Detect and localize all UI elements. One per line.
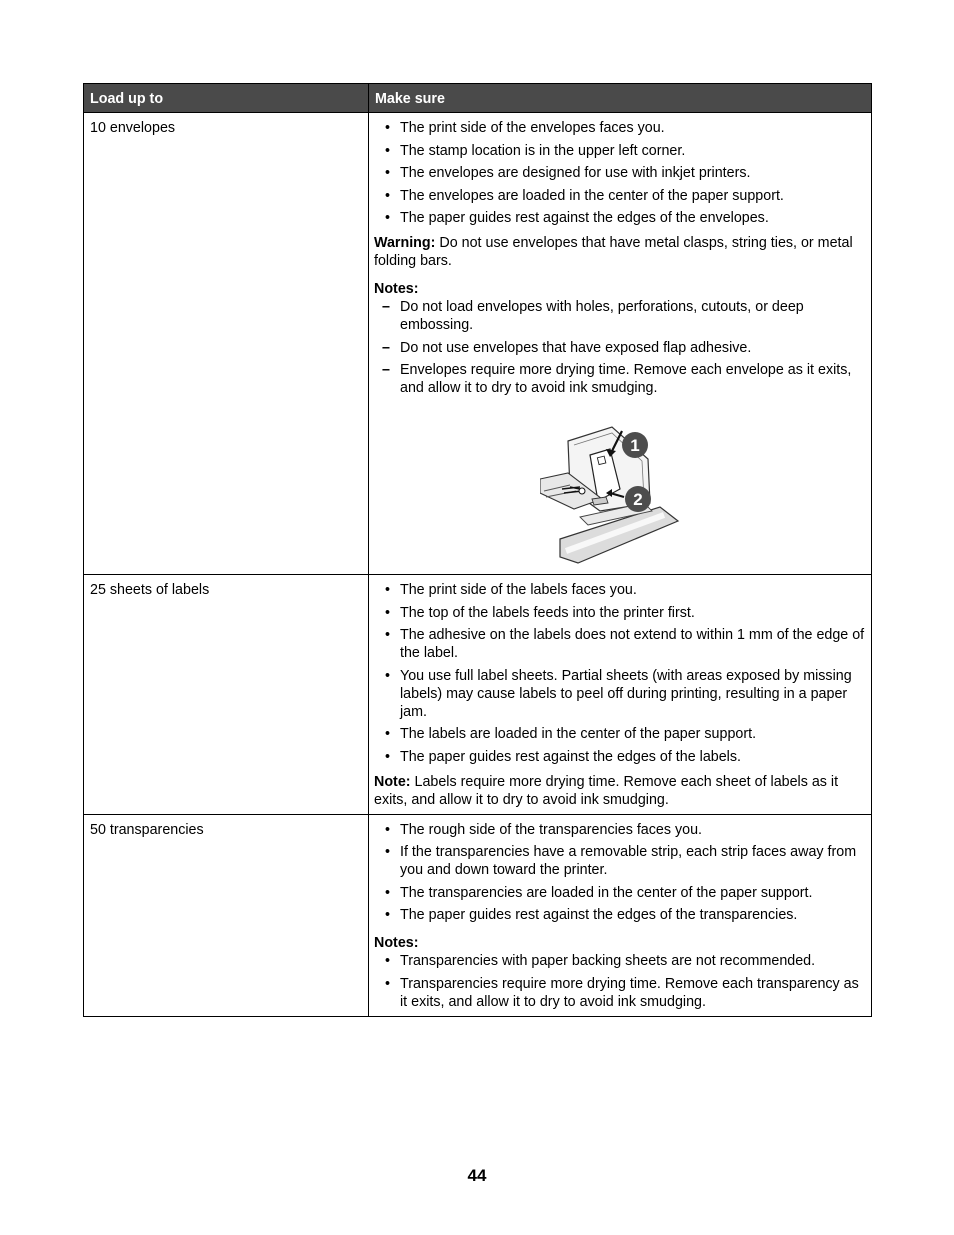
page-number: 44 bbox=[467, 1166, 487, 1185]
note-item: • Transparencies require more drying time. Remove each transparency as it exits, and allow it to dry to avoid ink smudging. bbox=[374, 975, 866, 1011]
warning-paragraph bbox=[374, 234, 866, 270]
list-item: • The rough side of the transparencies faces you. bbox=[374, 821, 866, 839]
notes-heading: Notes: bbox=[374, 281, 419, 297]
load-cell: 25 sheets of labels bbox=[84, 575, 369, 815]
list-item: • The transparencies are loaded in the center of the paper support. bbox=[374, 884, 866, 902]
load-cell: 10 envelopes bbox=[84, 113, 369, 575]
load-cell: 50 transparencies bbox=[84, 814, 369, 1016]
notes-heading: Notes: bbox=[374, 935, 419, 951]
callout-1-label: 1 bbox=[630, 436, 640, 455]
list-item: • You use full label sheets. Partial sheets (with areas exposed by missing labels) may cause labels to peel off during printing, resulting in a paper jam. bbox=[374, 667, 866, 721]
note-paragraph bbox=[374, 773, 866, 809]
make-sure-cell bbox=[369, 575, 872, 815]
note-item: – Do not use envelopes that have exposed flap adhesive. bbox=[374, 339, 866, 357]
table-header-row bbox=[84, 84, 872, 113]
note-label: Note: bbox=[374, 773, 411, 790]
list-item: • The print side of the labels faces you. bbox=[374, 581, 866, 599]
list-item: • The adhesive on the labels does not extend to within 1 mm of the edge of the label. bbox=[374, 626, 866, 662]
note-item: – Do not load envelopes with holes, perforations, cutouts, or deep embossing. bbox=[374, 298, 866, 334]
note-text: Labels require more drying time. Remove each sheet of labels as it exits, and allow it to dry to avoid ink smudging. bbox=[374, 773, 839, 808]
notes-list bbox=[374, 952, 866, 1011]
list-item: • The paper guides rest against the edges of the envelopes. bbox=[374, 209, 866, 227]
notes-list bbox=[374, 298, 866, 397]
note-item: • Transparencies with paper backing sheets are not recommended. bbox=[374, 952, 866, 970]
column-header-load-up-to: Load up to bbox=[84, 84, 369, 113]
checklist bbox=[374, 581, 866, 766]
list-item: • The print side of the envelopes faces you. bbox=[374, 119, 866, 137]
warning-text: Do not use envelopes that have metal clasps, string ties, or metal folding bars. bbox=[374, 235, 853, 269]
note-item: – Envelopes require more drying time. Remove each envelope as it exits, and allow it to dry to avoid ink smudging. bbox=[374, 361, 866, 397]
list-item: • If the transparencies have a removable strip, each strip faces away from you and down toward the printer. bbox=[374, 843, 866, 879]
list-item: • The envelopes are loaded in the center of the paper support. bbox=[374, 187, 866, 205]
table-row-envelopes bbox=[84, 113, 872, 575]
list-item: • The top of the labels feeds into the printer first. bbox=[374, 604, 866, 622]
warning-label: Warning: bbox=[374, 235, 436, 251]
table-row-labels bbox=[84, 575, 872, 815]
media-loading-table bbox=[83, 83, 872, 1017]
list-item: • The stamp location is in the upper left corner. bbox=[374, 142, 866, 160]
list-item: • The envelopes are designed for use with inkjet printers. bbox=[374, 164, 866, 182]
envelope-loading-illustration bbox=[374, 411, 866, 569]
callout-1 bbox=[622, 432, 648, 458]
callout-2-label: 2 bbox=[633, 490, 643, 509]
list-item: • The paper guides rest against the edges of the transparencies. bbox=[374, 906, 866, 924]
table-row-transparencies bbox=[84, 814, 872, 1016]
column-header-make-sure: Make sure bbox=[369, 84, 872, 113]
make-sure-cell bbox=[369, 113, 872, 575]
printer-paper-support-image bbox=[540, 411, 700, 569]
list-item: • The labels are loaded in the center of the paper support. bbox=[374, 725, 866, 743]
checklist bbox=[374, 119, 866, 227]
checklist bbox=[374, 821, 866, 925]
callout-2 bbox=[625, 486, 651, 512]
list-item: • The paper guides rest against the edges of the labels. bbox=[374, 748, 866, 766]
make-sure-cell bbox=[369, 814, 872, 1016]
